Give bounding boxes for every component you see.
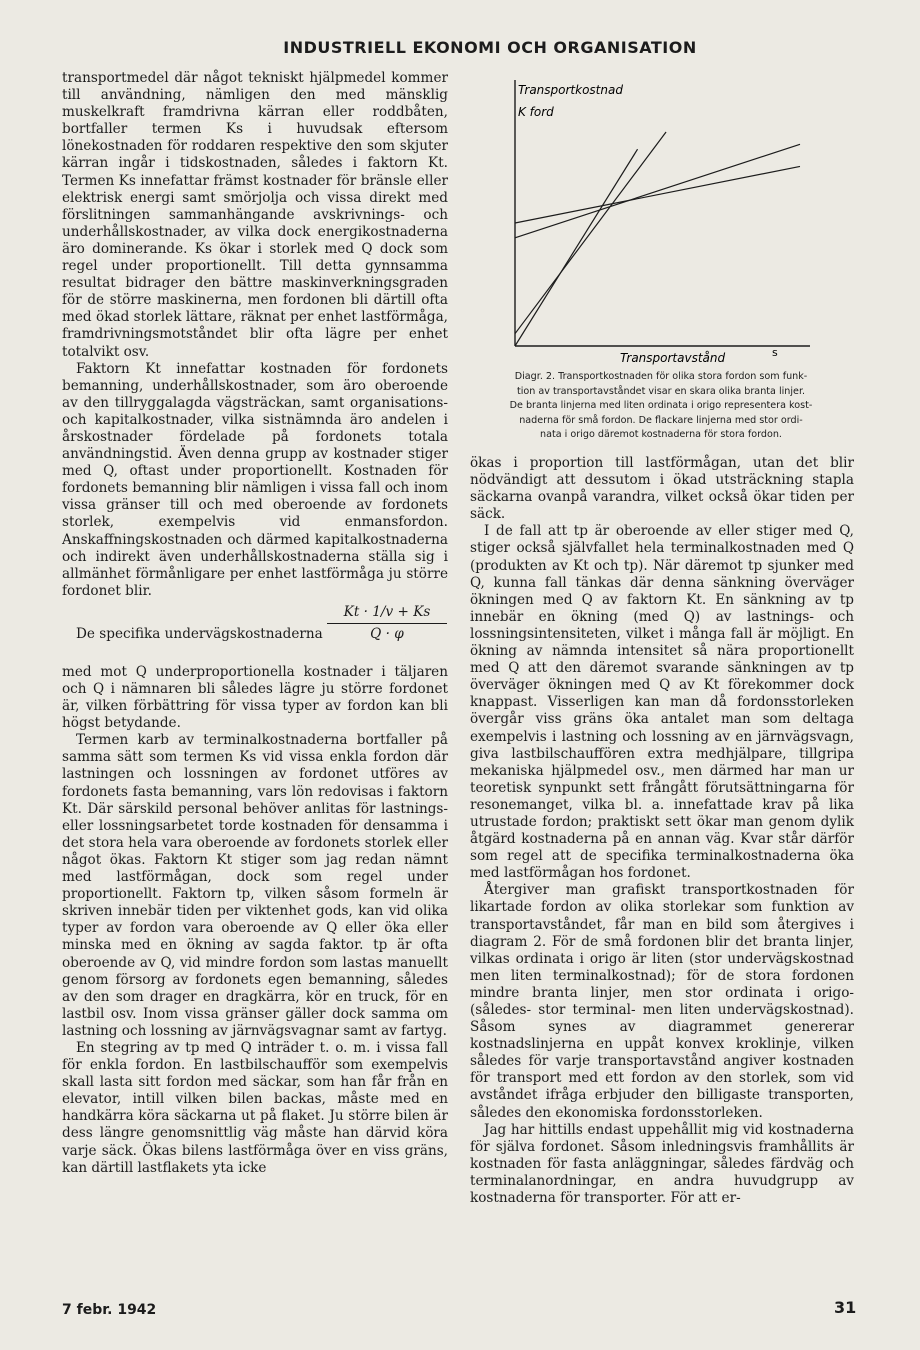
x-axis-label: Transportavstånd (620, 351, 726, 365)
journal-title: INDUSTRIELL EKONOMI OCH ORGANISATION (283, 38, 697, 57)
cost-line-2 (515, 132, 666, 334)
paragraph: Termen karb av terminalkostnaderna bortfaller på samma sätt som termen Ks vid vissa enkla fordon där lastningen och lossningen av fordonet utföres av fordonets fasta bemanning, vars lön redovisas i faktorn Kt. Där särskild personal behöver anlitas för lastnings- eller lossningsarbetet torde kostnaden för densamma i det stora hela vara oberoende av fordonets storlek eller något ökas. Faktorn Kt stiger som jag redan nämnt med lastförmågan, dock som regel under proportionellt. Faktorn tp, vilken såsom formeln är skriven innebär tiden per viktenhet gods, kan vid olika typer av fordon vara oberoende av Q eller öka eller minska med en ökning av sagda faktor. tp är ofta oberoende av Q, vid mindre fordon som lastas manuellt genom försorg av fordonets egen bemanning, således av den som drager en dragkärra, kör en truck, för en lastbil osv. Inom vissa gränser gäller dock samma om lastning och lossning av järnvägsvagnar samt av fartyg. (62, 732, 448, 1039)
fraction-bar (327, 623, 447, 624)
y-axis-label-2: K ford (518, 105, 554, 119)
paragraph: med mot Q underproportionella kostnader i täljaren och Q i nämnaren bli således lägre ju större fordonet är, vilken förbättring för vissa typer av fordon kan bli högst betydande. (62, 663, 448, 732)
caption-line: naderna för små fordon. De flackare linjerna med stor ordi- (519, 414, 803, 426)
x-axis-end-label: s (772, 346, 778, 359)
paragraph: En stegring av tp med Q inträder t. o. m. i vissa fall för enkla fordon. En lastbilschaufför som exempelvis skall lasta sitt fordon med säckar, som han får från en elevator, intill vilken bilen backas, måste med en handkärra köra säckarna ut på flaket. Ju större bilen är dess längre genomsnittlig väg måste han därvid köra varje säck. Ökas bilens lastförmåga över en viss gräns, kan därtill lastflakets yta icke (62, 1039, 448, 1176)
formula-denominator: Q · φ (370, 626, 404, 642)
cost-line-4 (515, 166, 800, 223)
paragraph: Jag har hittills endast uppehållit mig vid kostnaderna för själva fordonet. Såsom inledningsvis framhållits är kostnaden för fasta anläggningar, således färdväg och terminalanordningar, en andra huvudgrupp av kostnaderna för transporter. För att er- (470, 1121, 854, 1207)
paragraph: Återgiver man grafiskt transportkostnaden för likartade fordon av olika storlekar som funktion av transportavståndet, får man en bild som återgives i diagram 2. För de små fordonen blir det branta linjer, vilkas ordinata i origo är liten (stor undervägskostnad men liten terminalkostnad); för de stora fordonen mindre branta linjer, men stor ordinata i origo- (således- stor terminal- men liten undervägskostnad). Såsom synes av diagrammet genererar kostnadslinjerna en uppåt konvex kroklinje, vilken således för varje transportavstånd angiver kostnaden för transport med ett fordon av den storlek, som vid avståndet ifråga erbjuder den billigaste transporten, således den ekonomiska fordonsstorleken. (470, 882, 854, 1121)
right-column (470, 455, 854, 1207)
issue-date: 7 febr. 1942 (62, 1302, 157, 1318)
paragraph: transportmedel där något tekniskt hjälpmedel kommer till användning, nämligen den med mänsklig muskelkraft framdrivna kärran eller roddbåten, bortfaller termen Ks i huvudsak eftersom lönekostnaden för roddaren respektive den som skjuter kärran ingår i tidskostnaden, således i faktorn Kt. Termen Ks innefattar främst kostnader för bränsle eller elektrisk energi samt smörjolja och vissa direkt med förslitningen sammanhängande avskrivnings- och underhållskostnader, av vilka dock energikostnaderna äro dominerande. Ks ökar i storlek med Q dock som regel under proportionellt. Till detta gynnsamma resultat bidrager den bättre maskinverkningsgraden för de större maskinerna, men fordonen bli därtill ofta med ökad storlek lättare, räknat per enhet lastförmåga, framdrivningsmotståndet blir ofta lägre per enhet totalvikt osv. (62, 70, 448, 360)
caption-line: De branta linjerna med liten ordinata i origo representera kost- (509, 400, 813, 411)
figure-caption (466, 370, 856, 443)
caption-line: nata i origo däremot kostnaderna för stora fordon. (540, 429, 782, 440)
y-axis-label-1: Transportkostnad (518, 83, 623, 97)
running-header (0, 38, 920, 57)
diagram-2-chart (510, 80, 810, 370)
formula-block (62, 604, 448, 664)
paragraph: I de fall att tp är oberoende av eller stiger med Q, stiger också självfallet hela terminalkostnaden med Q (produkten av Kt och tp). När däremot tp sjunker med Q, kunna fall tänkas där denna sänkning överväger ökningen med Q av faktorn Kt. En sänkning av tp innebär en ökning (med Q) av lastnings- och lossningsintensiteten, vilket i många fall är möjligt. En ökning av nämnda intensitet så nära proportionellt med Q att den däremot svarande sänkningen av tp överväger ökningen med Q av Kt förekommer dock knappast. Visserligen kan man då fordonsstorleken övergår viss gräns öka antalet man som deltaga exempelvis i lastning och lossning av en järnvägsvagn, giva lastbilschauffören extra medhjälpare, tillgripa mekaniska hjälpmedel osv., men därmed har man ur teoretisk synpunkt sett frångått förutsättningarna för resonemanget, vilka bl. a. innefattade krav på lika utrustade fordon; praktiskt sett ökar man genom dylik åtgärd kostnaderna på en annan väg. Kvar står därför som regel att de specifika terminalkostnaderna öka med lastförmågan hos fordonet. (470, 523, 854, 882)
cost-line-3 (515, 144, 800, 237)
formula-fraction (327, 604, 447, 643)
paragraph: Faktorn Kt innefattar kostnaden för fordonets bemanning, underhållskostnader, som äro oberoende av den tillryggalagda vägsträckan, samt organisations- och kapitalkostnader, vilka sistnämnda äro andelen i årskostnader fördelade på fordonets totala användningstid. Även denna grupp av kostnader stiger med Q, oftast under proportionellt. Kostnaden för fordonets bemanning blir nämligen i vissa fall och inom vissa gränser till och med oberoende av fordonets storlek, exempelvis vid enmansfordon. Anskaffningskostnaden och därmed kapitalkostnaderna och indirekt även underhållskostnaderna ställa sig i allmänhet förmånligare per enhet lastförmåga ju större fordonet blir. (62, 360, 448, 599)
formula-label: De specifika undervägskostnaderna (76, 625, 323, 642)
page-number: 31 (834, 1298, 857, 1317)
caption-line: tion av transportavståndet visar en skara olika branta linjer. (516, 385, 806, 397)
left-column (62, 70, 448, 1177)
caption-line: Diagr. 2. Transportkostnaden för olika stora fordon som funk- (514, 371, 808, 382)
cost-line-1 (515, 149, 638, 346)
paragraph: ökas i proportion till lastförmågan, utan det blir nödvändigt att dessutom i ökad utsträckning stapla säckarna ovanpå varandra, vilket också ökar tiden per säck. (470, 455, 854, 523)
formula-numerator: Kt · 1/v + Ks (343, 603, 431, 620)
